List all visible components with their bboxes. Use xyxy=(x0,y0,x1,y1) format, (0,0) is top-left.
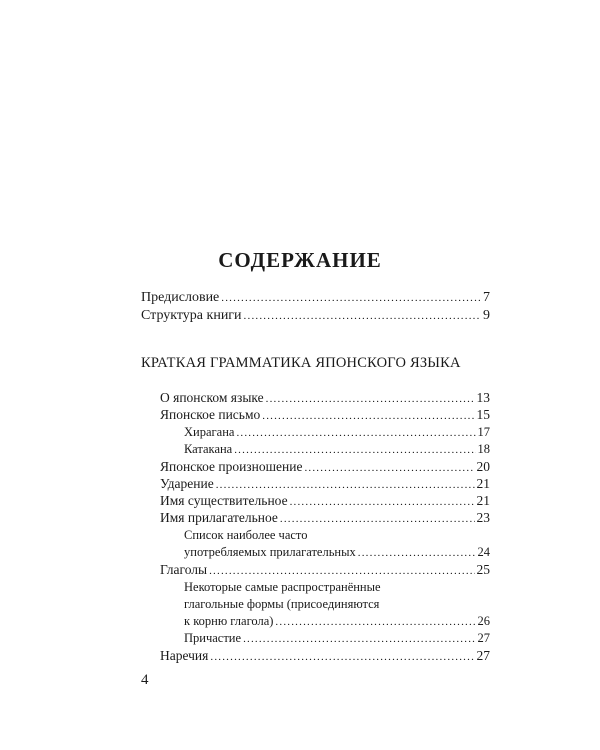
toc-entry-label: Хирагана xyxy=(184,425,235,439)
page-number: 4 xyxy=(141,672,149,688)
toc-entry-page: 17 xyxy=(477,425,490,439)
dot-leader xyxy=(262,408,474,425)
dot-leader xyxy=(209,563,474,580)
toc-entry-label-line: глагольные формы (присоединяются xyxy=(184,597,380,611)
toc-entry-page: 15 xyxy=(476,407,490,422)
dot-leader xyxy=(221,290,481,307)
toc-entry-page: 27 xyxy=(476,648,490,663)
toc-entry-label: Имя прилагательное xyxy=(160,510,278,525)
toc-entry-hiragana[interactable] xyxy=(184,424,490,442)
toc-entry-preface[interactable] xyxy=(141,289,490,307)
toc-entry-page: 27 xyxy=(477,631,490,645)
contents-title: СОДЕРЖАНИЕ xyxy=(218,248,382,272)
toc-entry-page: 23 xyxy=(476,510,490,525)
dot-leader xyxy=(280,511,475,528)
toc-entry-participle[interactable] xyxy=(184,630,490,648)
toc-entry-adjective[interactable] xyxy=(160,509,490,528)
toc-entry-page: 26 xyxy=(477,614,490,628)
toc-entry-common-adjectives[interactable] xyxy=(184,544,490,562)
toc-entry-page: 18 xyxy=(477,442,490,456)
toc-entry-book-structure[interactable] xyxy=(141,307,490,325)
toc-entry-verbs[interactable] xyxy=(160,561,490,580)
dot-leader xyxy=(275,614,475,631)
toc-entry-label-line: Некоторые самые распространённые xyxy=(184,580,381,594)
toc-entry-label: употребляемых прилагательных xyxy=(184,545,356,559)
toc-entry-label: к корню глагола) xyxy=(184,614,274,628)
toc-entry-page: 13 xyxy=(476,390,490,405)
toc-entry-page: 20 xyxy=(476,459,490,474)
toc-entry-writing[interactable] xyxy=(160,406,490,425)
dot-leader xyxy=(358,545,476,562)
toc-entry-page: 21 xyxy=(476,493,490,508)
toc-entry-label: Предисловие xyxy=(141,290,220,305)
toc-entry-label: Структура книги xyxy=(141,308,242,323)
section-heading: КРАТКАЯ ГРАММАТИКА ЯПОНСКОГО ЯЗЫКА xyxy=(141,355,461,371)
toc-entry-page: 21 xyxy=(476,476,490,491)
toc-entry-page: 9 xyxy=(483,308,490,323)
dot-leader xyxy=(210,649,474,666)
toc-entry-label: Глаголы xyxy=(160,562,208,577)
toc-entry-label: Японское произношение xyxy=(160,459,303,474)
toc-entry-katakana[interactable] xyxy=(184,441,490,459)
toc-entry-label-line: Список наиболее часто xyxy=(184,528,308,542)
toc-entry-label: Катакана xyxy=(184,442,233,456)
dot-leader xyxy=(244,308,481,325)
toc-entry-label: Причастие xyxy=(184,631,242,645)
toc-entry-page: 7 xyxy=(483,290,490,305)
dot-leader xyxy=(236,425,475,442)
toc-entry-page: 25 xyxy=(476,562,490,577)
toc-entry-page: 24 xyxy=(477,545,490,559)
toc-entry-label: О японском языке xyxy=(160,390,264,405)
toc-entry-label: Ударение xyxy=(160,476,214,491)
toc-entry-verb-forms[interactable] xyxy=(184,613,490,631)
dot-leader xyxy=(243,631,475,648)
toc-entry-label: Имя существительное xyxy=(160,493,288,508)
dot-leader xyxy=(234,442,475,459)
toc-entry-adverbs[interactable] xyxy=(160,647,490,666)
toc-entry-label: Наречия xyxy=(160,648,209,663)
toc-entry-label: Японское письмо xyxy=(160,407,261,422)
